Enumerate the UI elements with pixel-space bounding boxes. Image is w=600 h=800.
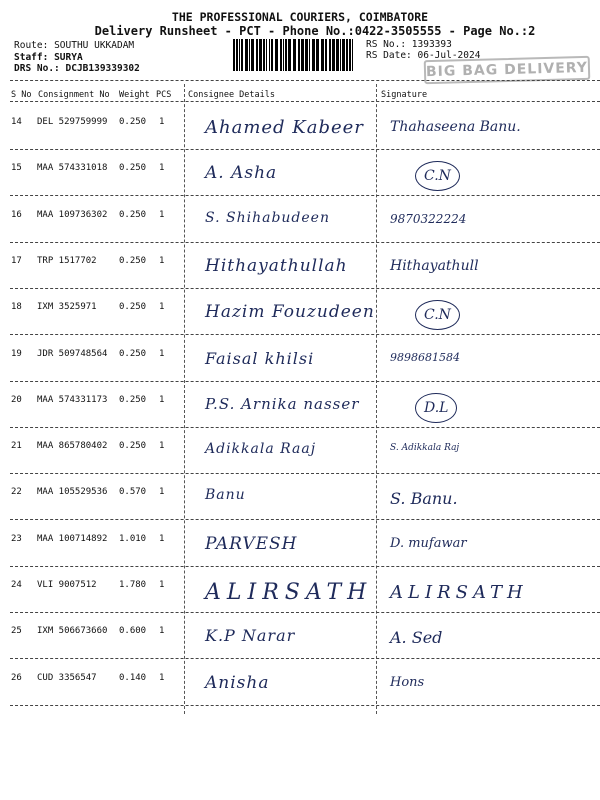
runsheet-title: Delivery Runsheet - PCT - Phone No.:0422-3505555 - Page No.:2 [94, 24, 536, 38]
row-consignee-handwritten: Ahamed Kabeer [205, 117, 364, 138]
row-divider [10, 242, 600, 243]
row-pcs: 1 [159, 302, 165, 312]
col-header-sno: S No [11, 90, 32, 100]
row-consignee-handwritten: Adikkala Raaj [205, 441, 317, 457]
row-signature: 9898681584 [390, 351, 460, 364]
row-consignment-no: MAA 865780402 [37, 441, 108, 451]
row-sno: 19 [11, 349, 22, 359]
row-signature: A. Sed [390, 628, 443, 647]
row-consignee-handwritten: Hithayathullah [205, 256, 348, 276]
row-consignment-no: IXM 3525971 [37, 302, 97, 312]
col-header-signature: Signature [381, 90, 428, 100]
row-consignment-no: TRP 1517702 [37, 256, 97, 266]
header-divider-top [10, 80, 600, 81]
row-signature: C.N [415, 161, 460, 191]
row-consignee-handwritten: S. Shihabudeen [205, 210, 330, 226]
row-divider [10, 195, 600, 196]
row-divider [10, 427, 600, 428]
row-sno: 23 [11, 534, 22, 544]
row-sno: 15 [11, 163, 22, 173]
row-pcs: 1 [159, 487, 165, 497]
row-consignee-handwritten: PARVESH [205, 534, 298, 554]
row-divider [10, 288, 600, 289]
row-divider [10, 149, 600, 150]
row-pcs: 1 [159, 626, 165, 636]
row-weight: 0.250 [119, 117, 147, 127]
row-consignment-no: CUD 3356547 [37, 673, 97, 683]
consignee-column-divider [184, 84, 185, 714]
row-weight: 1.010 [119, 534, 147, 544]
row-pcs: 1 [159, 349, 165, 359]
row-weight: 0.250 [119, 256, 147, 266]
row-consignment-no: MAA 574331018 [37, 163, 108, 173]
rs-date-label: RS Date: [366, 50, 412, 61]
row-consignee-handwritten: Faisal khilsi [205, 349, 315, 368]
route-value: SOUTHU UKKADAM [54, 40, 135, 51]
row-weight: 0.600 [119, 626, 147, 636]
row-sno: 26 [11, 673, 22, 683]
row-divider [10, 658, 600, 659]
drs-label: DRS No.: [14, 63, 60, 74]
row-sno: 22 [11, 487, 22, 497]
row-sno: 17 [11, 256, 22, 266]
row-pcs: 1 [159, 673, 165, 683]
row-weight: 0.250 [119, 441, 147, 451]
row-sno: 21 [11, 441, 22, 451]
row-pcs: 1 [159, 395, 165, 405]
rs-no-value: 1393393 [411, 39, 452, 50]
col-header-pcs: PCS [156, 90, 172, 100]
route-line [14, 40, 134, 51]
row-consignment-no: VLI 9007512 [37, 580, 97, 590]
row-consignee-handwritten: A. Asha [205, 163, 278, 183]
row-consignment-no: JDR 509748564 [37, 349, 108, 359]
staff-label: Staff: [14, 52, 49, 63]
row-pcs: 1 [159, 441, 165, 451]
row-consignment-no: MAA 574331173 [37, 395, 108, 405]
row-divider [10, 612, 600, 613]
row-weight: 0.250 [119, 349, 147, 359]
row-pcs: 1 [159, 534, 165, 544]
row-divider [10, 381, 600, 382]
row-divider [10, 334, 600, 335]
row-signature: S. Banu. [390, 489, 458, 508]
row-pcs: 1 [159, 163, 165, 173]
row-divider [10, 519, 600, 520]
row-divider [10, 705, 600, 706]
row-signature: 9870322224 [390, 212, 467, 226]
drs-value: DCJB139339302 [65, 63, 140, 74]
row-pcs: 1 [159, 256, 165, 266]
rs-date-value: 06-Jul-2024 [417, 50, 481, 61]
row-consignee-handwritten: P.S. Arnika nasser [205, 395, 360, 413]
row-divider [10, 566, 600, 567]
row-signature: C.N [415, 300, 460, 330]
row-weight: 1.780 [119, 580, 147, 590]
row-weight: 0.250 [119, 302, 147, 312]
row-consignee-handwritten: ALIRSATH [205, 580, 373, 605]
row-sno: 24 [11, 580, 22, 590]
row-consignment-no: MAA 100714892 [37, 534, 108, 544]
row-consignee-handwritten: Anisha [205, 673, 270, 693]
col-header-consignee: Consignee Details [188, 90, 275, 100]
row-weight: 0.250 [119, 163, 147, 173]
barcode [233, 39, 355, 71]
row-weight: 0.570 [119, 487, 147, 497]
col-header-weight: Weight [119, 90, 150, 100]
row-sno: 18 [11, 302, 22, 312]
row-consignee-handwritten: Banu [205, 487, 246, 503]
drs-line [14, 63, 140, 74]
row-sno: 20 [11, 395, 22, 405]
barcode-bars [233, 39, 355, 71]
signature-column-divider [376, 84, 377, 714]
row-signature: Hithayathull [390, 258, 479, 274]
row-weight: 0.250 [119, 210, 147, 220]
row-pcs: 1 [159, 210, 165, 220]
company-name: THE PROFESSIONAL COURIERS, COIMBATORE [171, 10, 429, 24]
row-signature: Thahaseena Banu. [390, 119, 521, 135]
route-label: Route: [14, 40, 49, 51]
row-consignment-no: MAA 109736302 [37, 210, 108, 220]
header-divider-bottom [10, 101, 600, 102]
row-consignment-no: MAA 105529536 [37, 487, 108, 497]
row-signature: S. Adikkala Raj [390, 443, 460, 453]
row-consignment-no: IXM 506673660 [37, 626, 108, 636]
row-divider [10, 473, 600, 474]
staff-value: SURYA [54, 52, 83, 63]
staff-line [14, 52, 83, 63]
rs-no-label: RS No.: [366, 39, 407, 50]
row-consignee-handwritten: K.P Narar [205, 626, 296, 645]
row-consignment-no: DEL 529759999 [37, 117, 108, 127]
row-signature: D. mufawar [390, 536, 467, 551]
rs-no-line [366, 39, 452, 50]
row-sno: 14 [11, 117, 22, 127]
row-signature: ALIRSATH [390, 582, 528, 603]
row-sno: 16 [11, 210, 22, 220]
row-pcs: 1 [159, 580, 165, 590]
row-consignee-handwritten: Hazim Fouzudeen [205, 302, 375, 322]
row-signature: Hons [390, 675, 425, 690]
row-weight: 0.250 [119, 395, 147, 405]
row-signature: D.L [415, 393, 457, 423]
row-pcs: 1 [159, 117, 165, 127]
row-weight: 0.140 [119, 673, 147, 683]
big-bag-delivery-stamp: BIG BAG DELIVERY [424, 56, 591, 84]
row-sno: 25 [11, 626, 22, 636]
col-header-consignment: Consignment No [38, 90, 110, 100]
